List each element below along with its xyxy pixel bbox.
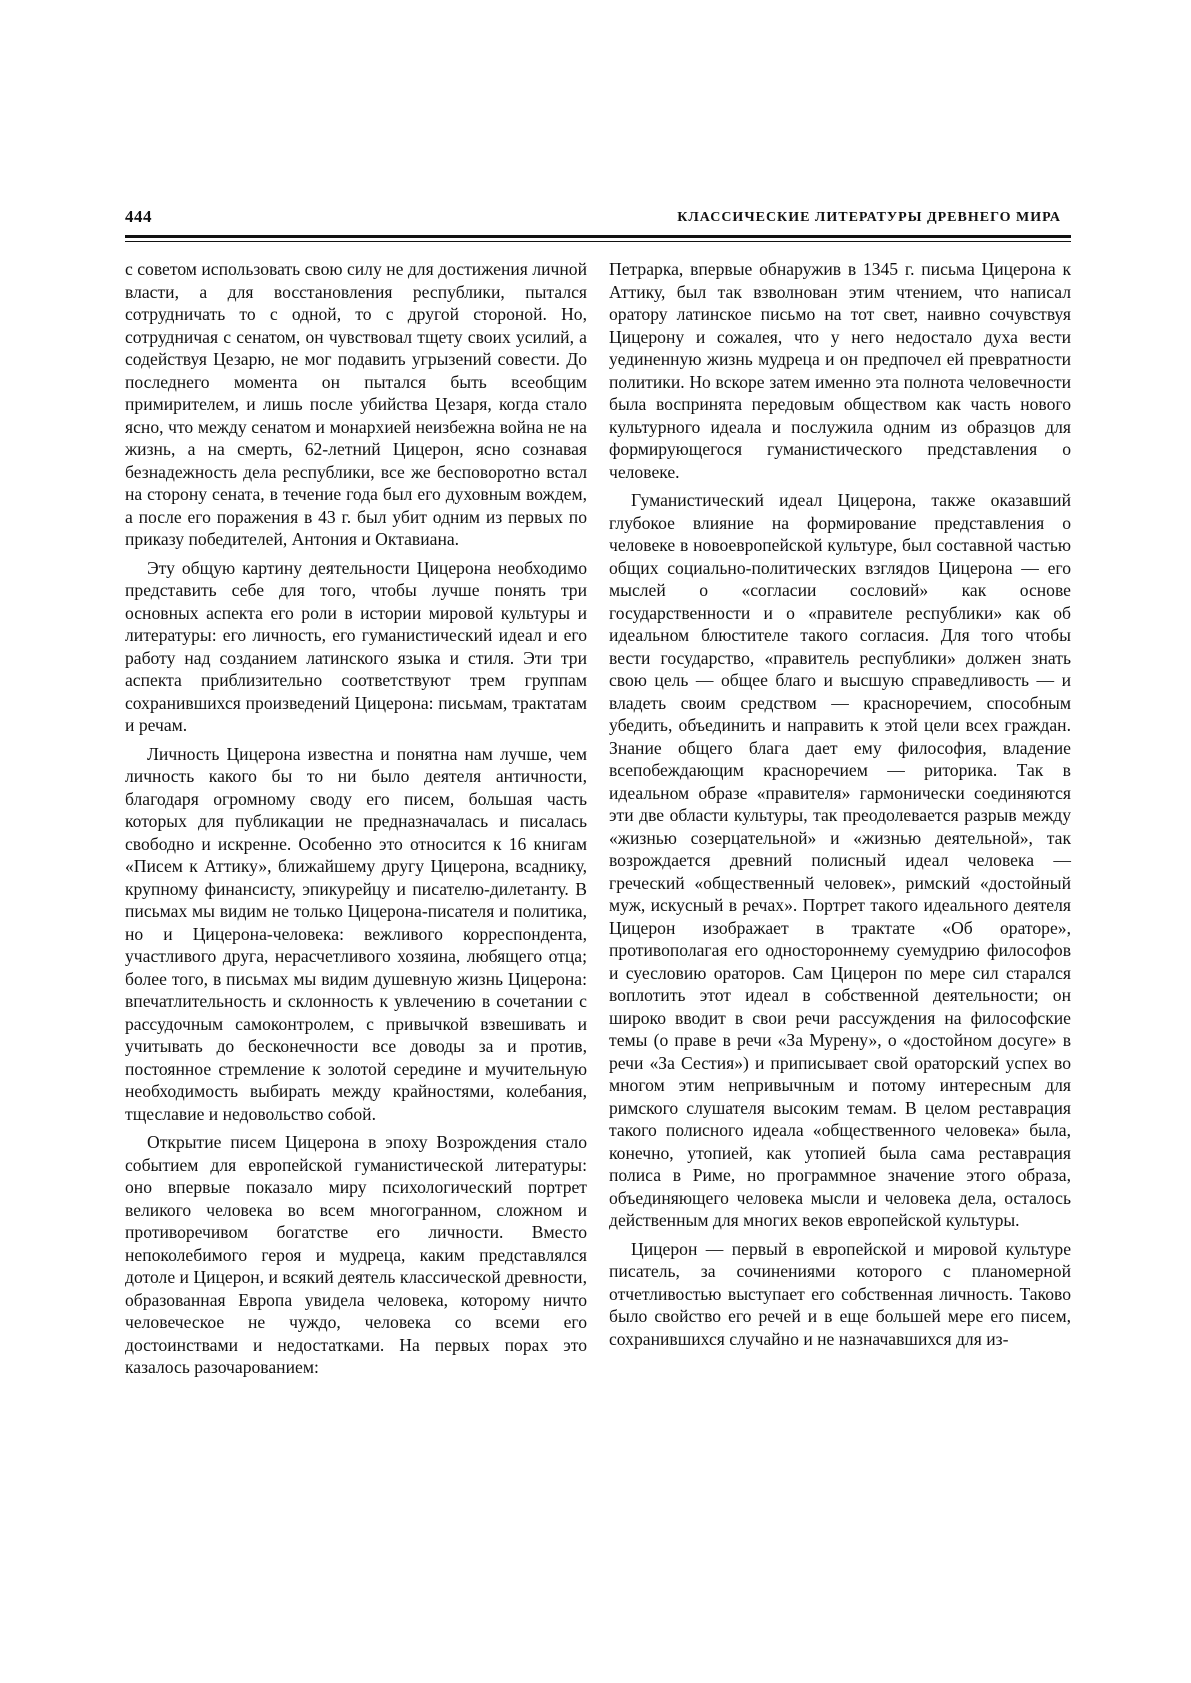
right-column (609, 258, 1071, 1379)
paragraph: Гуманистический идеал Цицерона, также оказавший глубокое влияние на формирование представления о человеке в новоевропейской культуре, был составной частью общих социально-политических взглядов Цицерона — его мыслей о «согласии сословий» как основе государственности и о «правителе республики» как об идеальном блюстителе такого согласия. Для того чтобы вести государство, «правитель республики» должен знать свою цель — общее благо и высшую справедливость — и владеть своим средством — красноречием, способным убедить, объединить и направить к этой цели всех граждан. Знание общего блага дает ему философия, владение всепобеждающим красноречием — риторика. Так в идеальном образе «правителя» гармонически соединяются эти две области культуры, так преодолевается разрыв между «жизнью созерцательной» и «жизнью деятельной», так возрождается древний полисный идеал человека — греческий «общественный человек», римский «достойный муж, искусный в речах». Портрет такого идеального деятеля Цицерон изображает в трактате «Об ораторе», противополагая его одностороннему суемудрию философов и суесловию ораторов. Сам Цицерон по мере сил старался воплотить этот идеал в собственной деятельности; он широко вводит в свои речи рассуждения на философские темы (о праве в речи «За Мурену», о «достойном досуге» в речи «За Сестия») и приписывает свой ораторский успех во многом этим непривычным и потому интересным для римского слушателя высоким темам. В целом реставрация такого полисного идеала «общественного человека» была, конечно, утопией, как утопией была сама реставрация полиса в Риме, но программное значение этого образа, объединяющего человека мысли и человека дела, осталось действенным для многих веков европейской культуры. (609, 490, 1071, 1230)
running-head (125, 207, 1071, 238)
paragraph: Эту общую картину деятельности Цицерона необходимо представить себе для того, чтобы лучше понять три основных аспекта его роли в истории мировой культуры и литературы: его личность, его гуманистический идеал и его работу над созданием латинского языка и стиля. Эти три аспекта приблизительно соответствуют трем группам сохранившихся произведений Цицерона: письмам, трактатам и речам. (125, 557, 587, 735)
left-column (125, 258, 587, 1379)
page-number: 444 (125, 207, 152, 226)
paragraph: Цицерон — первый в европейской и мировой культуре писатель, за сочинениями которого с планомерной отчетливостью выступает его собственная личность. Таково было свойство его речей и в еще большей мере его писем, сохранившихся случайно и не назначавшихся для из- (609, 1238, 1071, 1349)
page-title: КЛАССИЧЕСКИЕ ЛИТЕРАТУРЫ ДРЕВНЕГО МИРА (677, 210, 1061, 225)
paragraph: с советом использовать свою силу не для достижения личной власти, а для восстановления республики, пытался сотрудничать то с одной, то с другой стороной. Но, сотрудничая с сенатом, он чувствовал тщету своих усилий, а содействуя Цезарю, не мог подавить угрызений совести. До последнего момента он пытался быть всеобщим примирителем, и лишь после убийства Цезаря, когда стало ясно, что между сенатом и монархией неизбежна война не на жизнь, а на смерть, 62-летний Цицерон, ясно сознавая безнадежность дела республики, все же бесповоротно встал на сторону сената, в течение года был его духовным вождем, а после его поражения в 43 г. был убит одним из первых по приказу победителей, Антония и Октавиана. (125, 259, 587, 549)
paragraph: Петрарка, впервые обнаружив в 1345 г. письма Цицерона к Аттику, был так взволнован этим чтением, что написал оратору латинское письмо на тот свет, наивно сочувствуя Цицерону и сожалея, что у него недостало духа вести уединенную жизнь мудреца и он предпочел ей превратности политики. Но вскоре затем именно эта полнота человечности была воспринята передовым обществом как часть нового культурного идеала и послужила одним из образцов для формирующегося гуманистического представления о человеке. (609, 259, 1071, 482)
paragraph: Личность Цицерона известна и понятна нам лучше, чем личность какого бы то ни было деятеля античности, благодаря огромному своду его писем, большая часть которых для публикации не предназначалась и писалась свободно и искренне. Особенно это относится к 16 книгам «Писем к Аттику», ближайшему другу Цицерона, всаднику, крупному финансисту, эпикурейцу и писателю-дилетанту. В письмах мы видим не только Цицерона-писателя и политика, но и Цицерона-человека: вежливого корреспондента, участливого друга, нерасчетливого хозяина, любящего отца; более того, в письмах мы видим душевную жизнь Цицерона: впечатлительность и склонность к увлечению в сочетании с рассудочным самоконтролем, с привычкой взвешивать и учитывать до бесконечности все доводы за и против, постоянное стремление к золотой середине и мучительную необходимость выбирать между крайностями, колебания, тщеславие и недовольство собой. (125, 743, 587, 1124)
text-columns (125, 258, 1071, 1379)
paragraph: Открытие писем Цицерона в эпоху Возрождения стало событием для европейской гуманистической литературы: оно впервые показало миру психологический портрет великого человека во всем многогранном, сложном и противоречивом богатстве его личности. Вместо непоколебимого героя и мудреца, каким представлялся дотоле и Цицерон, и всякий деятель классической древности, образованная Европа увидела человека, которому ничто человеческое не чуждо, человека со всеми его достоинствами и недостатками. На первых порах это казалось разочарованием: (125, 1132, 587, 1377)
